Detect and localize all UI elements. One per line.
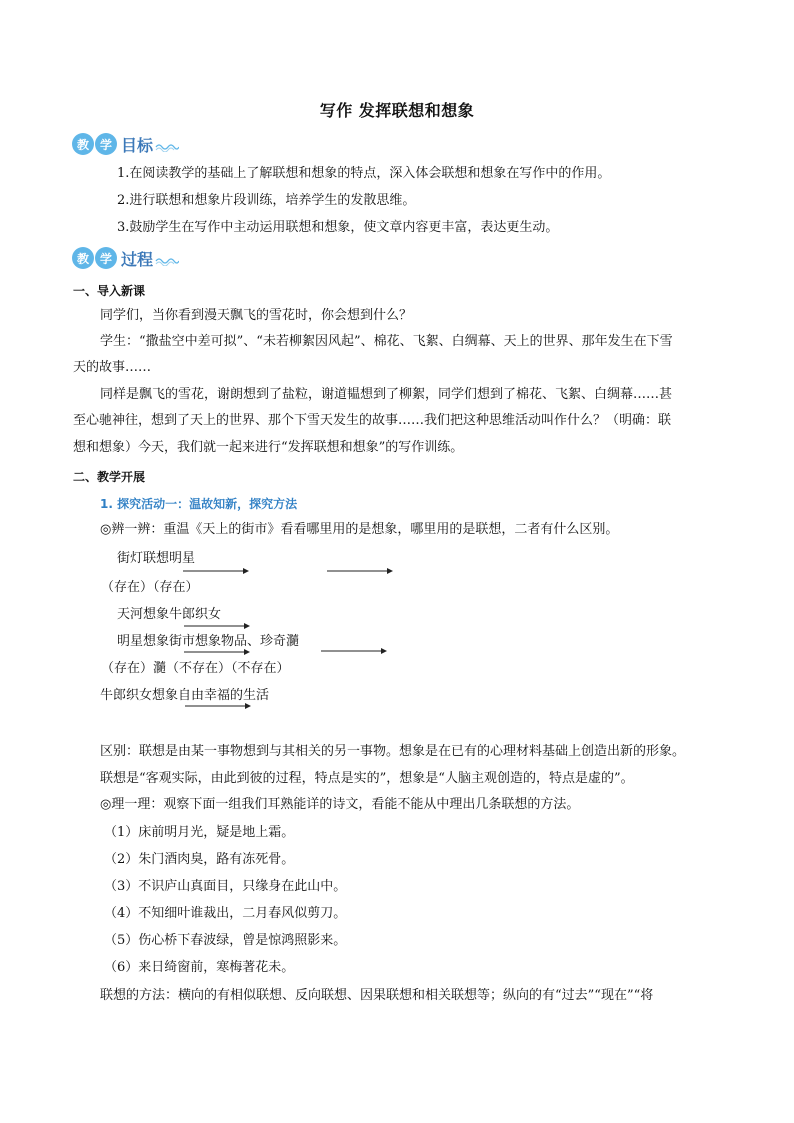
badge-char: 教 bbox=[72, 133, 94, 155]
arrow-icon bbox=[184, 647, 252, 657]
poem-item: （1）床前明月光，疑是地上霜。 bbox=[104, 825, 295, 840]
diagram-text: 明星想象街市想象物品、珍奇瀡 bbox=[117, 634, 300, 649]
poem-item: （4）不知细叶谁裁出，二月春风似剪刀。 bbox=[104, 906, 347, 921]
arrow-icon bbox=[327, 566, 395, 576]
paragraph-line: 天的故事…… bbox=[73, 360, 152, 375]
arrow-icon bbox=[184, 621, 252, 631]
paragraph-line: 同学们，当你看到漫天飘飞的雪花时，你会想到什么？ bbox=[100, 308, 413, 323]
diagram-text: 街灯联想明星 bbox=[117, 551, 196, 566]
section-header-process bbox=[72, 245, 179, 271]
section-label: 过程 bbox=[121, 249, 154, 269]
arrow-icon bbox=[185, 701, 253, 711]
paragraph-line: 联想是“客观实际，由此到彼的过程，特点是实的”，想象是“人脑主观创造的，特点是虚的”。 bbox=[100, 771, 634, 786]
paragraph-line: 同样是飘飞的雪花，谢朗想到了盐粒，谢道韫想到了柳絮，同学们想到了棉花、飞絮、白绸幕……甚 bbox=[100, 387, 673, 402]
paragraph-line: ◎辨一辨：重温《天上的街市》看看哪里用的是想象，哪里用的是联想，二者有什么区别。 bbox=[100, 522, 619, 537]
paragraph-line: 区别：联想是由某一事物想到与其相关的另一事物。想象是在已有的心理材料基础上创造出新的形象。 bbox=[100, 744, 686, 759]
paragraph-line: ◎理一理：观察下面一组我们耳熟能详的诗文，看能不能从中理出几条联想的方法。 bbox=[100, 797, 580, 812]
badge-char: 教 bbox=[72, 247, 94, 269]
goal-item: 2.进行联想和想象片段训练，培养学生的发散思维。 bbox=[117, 193, 416, 208]
diagram-text: 天河想象牛郎织女 bbox=[117, 607, 222, 622]
diagram-text: （存在）瀡（不存在）（不存在） bbox=[101, 661, 290, 676]
poem-item: （2）朱门酒肉臭，路有冻死骨。 bbox=[104, 852, 295, 867]
goal-item: 3.鼓励学生在写作中主动运用联想和想象，使文章内容更丰富，表达更生动。 bbox=[117, 220, 559, 235]
arrow-icon bbox=[321, 646, 389, 656]
poem-item: （3）不识庐山真面目，只缘身在此山中。 bbox=[104, 879, 347, 894]
page-title: 写作 发挥联想和想象 bbox=[319, 101, 475, 120]
paragraph-line: 想和想象）今天，我们就一起来进行“发挥联想和想象”的写作训练。 bbox=[73, 440, 464, 455]
poem-item: （6）来日绮窗前，寒梅著花未。 bbox=[104, 960, 295, 975]
paragraph-line: 至心驰神往，想到了天上的世界、那个下雪天发生的故事……我们把这种思维活动叫作什么？（明确：联 bbox=[73, 413, 672, 428]
arrow-icon bbox=[183, 566, 251, 576]
activity-heading: 1. 探究活动一：温故知新，探究方法 bbox=[100, 497, 298, 511]
poem-item: （5）伤心桥下春波绿，曾是惊鸿照影来。 bbox=[104, 933, 347, 948]
diagram-text: （存在）（存在） bbox=[101, 580, 199, 595]
heading-intro: 一、导入新课 bbox=[73, 284, 146, 298]
section-header-goals bbox=[72, 131, 179, 157]
wave-icon bbox=[155, 142, 179, 152]
badge-char: 学 bbox=[95, 247, 117, 269]
paragraph-line: 联想的方法：横向的有相似联想、反向联想、因果联想和相关联想等；纵向的有“过去”“现在”“将 bbox=[100, 988, 654, 1003]
wave-icon bbox=[155, 256, 179, 266]
section-label: 目标 bbox=[121, 135, 154, 155]
heading-develop: 二、教学开展 bbox=[73, 470, 146, 484]
badge-char: 学 bbox=[95, 133, 117, 155]
goal-item: 1.在阅读教学的基础上了解联想和想象的特点，深入体会联想和想象在写作中的作用。 bbox=[117, 166, 611, 181]
paragraph-line: 学生：“撒盐空中差可拟”、“未若柳絮因风起”、棉花、飞絮、白绸幕、天上的世界、那年发生在下雪 bbox=[100, 334, 673, 349]
diagram-text: 牛郎织女想象自由幸福的生活 bbox=[100, 688, 270, 703]
